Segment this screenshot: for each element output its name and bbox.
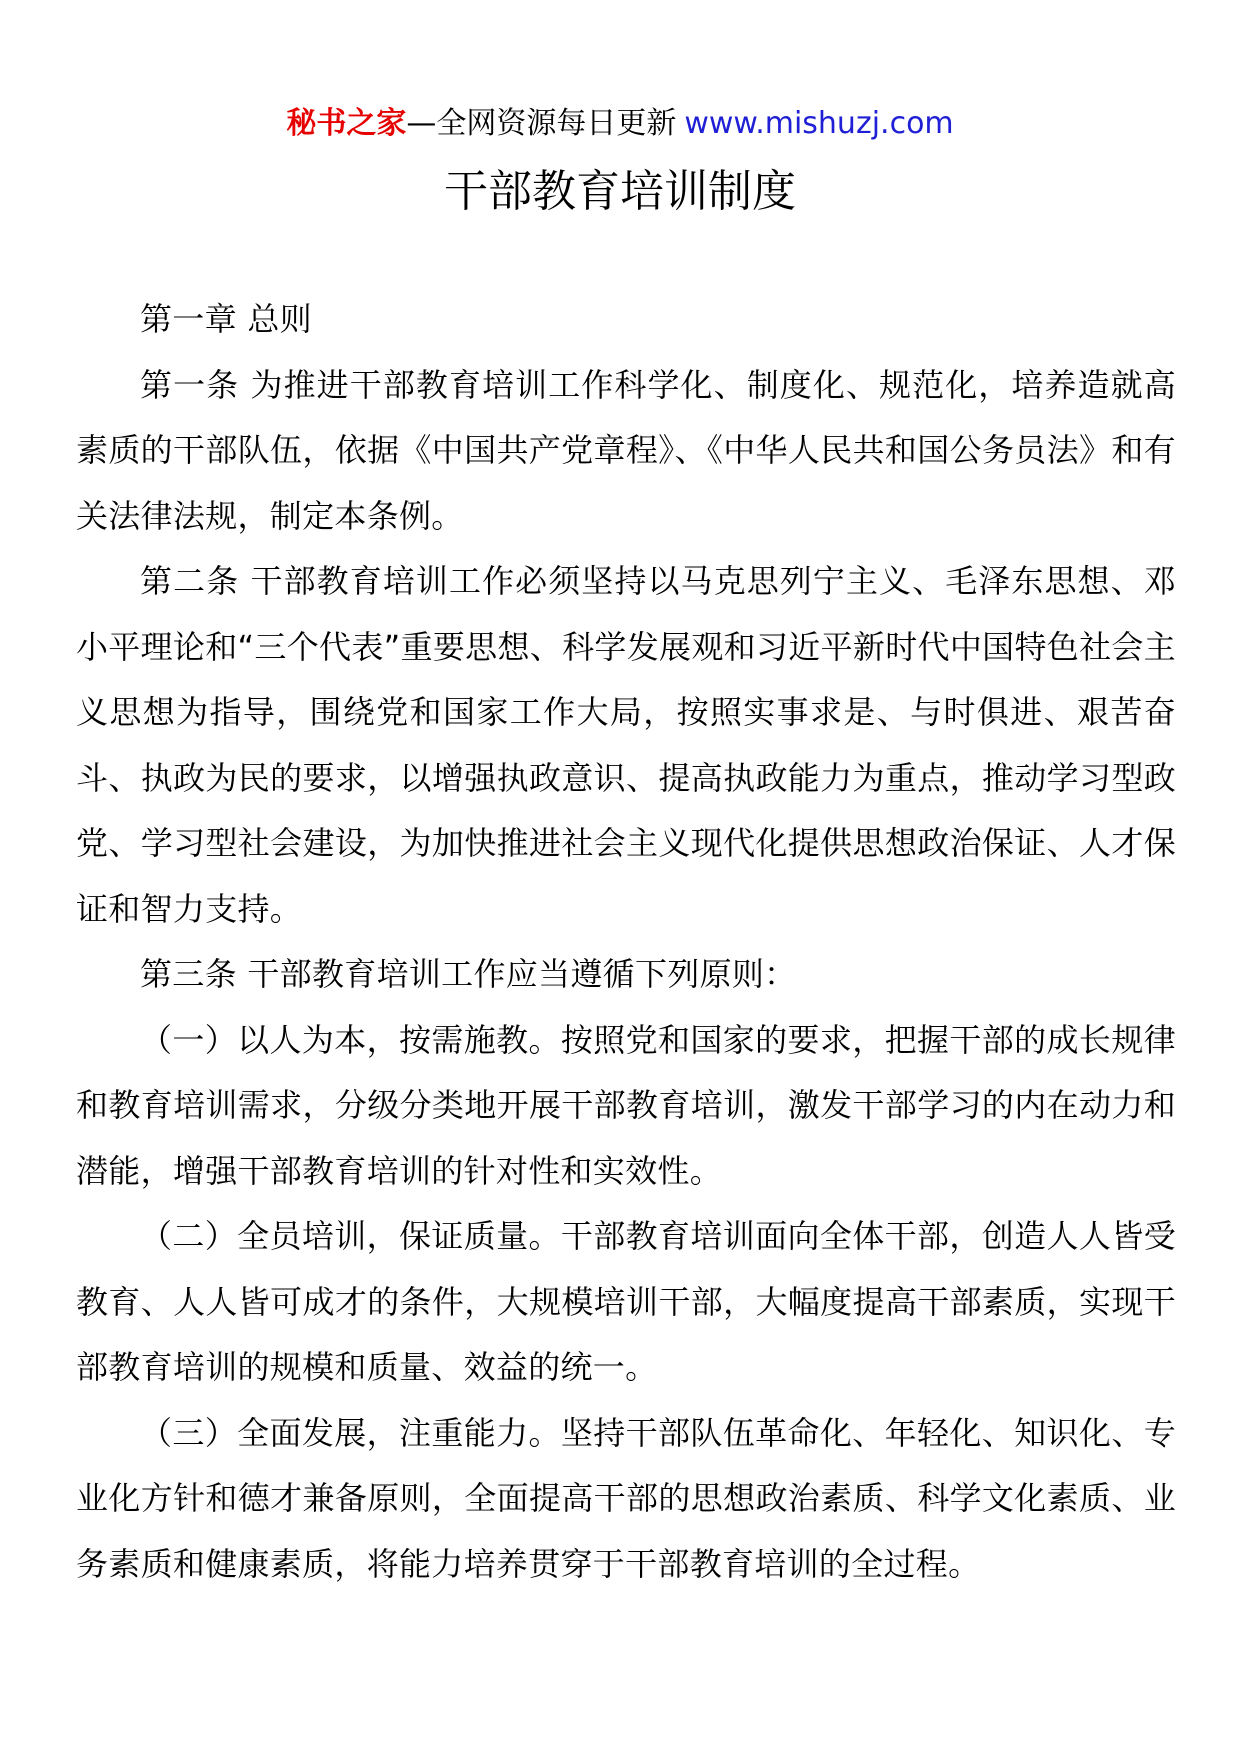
document-title: 干部教育培训制度 [444,166,796,217]
document-body [76,287,1176,1597]
brand-name: 秘书之家 [286,106,407,141]
article-1-paragraph: 第一条 为推进干部教育培训工作科学化、制度化、规范化，培养造就高素质的干部队伍，依据《中国共产党章程》、《中华人民共和国公务员法》和有关法律法规，制定本条例。 [76,365,1176,535]
chapter-heading: 第一章 总则 [140,300,312,338]
article-3-paragraph: 第三条 干部教育培训工作应当遵循下列原则： [140,955,797,993]
site-header [0,102,1240,146]
principle-2-paragraph: （二）全员培训，保证质量。干部教育培训面向全体干部，创造人人皆受教育、人人皆可成才的条件，大规模培训干部，大幅度提高干部素质，实现干部教育培训的规模和质量、效益的统一。 [76,1217,1176,1386]
site-url-link[interactable]: www.mishuzj.com [684,106,954,141]
site-tagline: —全网资源每日更新 [406,106,677,141]
principle-1-paragraph: （一）以人为本，按需施教。按照党和国家的要求，把握干部的成长规律和教育培训需求，分级分类地开展干部教育培训，激发干部学习的内在动力和潜能，增强干部教育培训的针对性和实效性。 [76,1020,1176,1190]
article-2-paragraph: 第二条 干部教育培训工作必须坚持以马克思列宁主义、毛泽东思想、邓小平理论和“三个代表”重要思想、科学发展观和习近平新时代中国特色社会主义思想为指导，围绕党和国家工作大局，按照实事求是、与时俱进、艰苦奋斗、执政为民的要求，以增强执政意识、提高执政能力为重点，推动学习型政党、学习型社会建设，为加快推进社会主义现代化提供思想政治保证、人才保证和智力支持。 [76,562,1176,928]
principle-3-paragraph: （三）全面发展，注重能力。坚持干部队伍革命化、年轻化、知识化、专业化方针和德才兼备原则，全面提高干部的思想政治素质、科学文化素质、业务素质和健康素质，将能力培养贯穿于干部教育培训的全过程。 [76,1413,1176,1583]
